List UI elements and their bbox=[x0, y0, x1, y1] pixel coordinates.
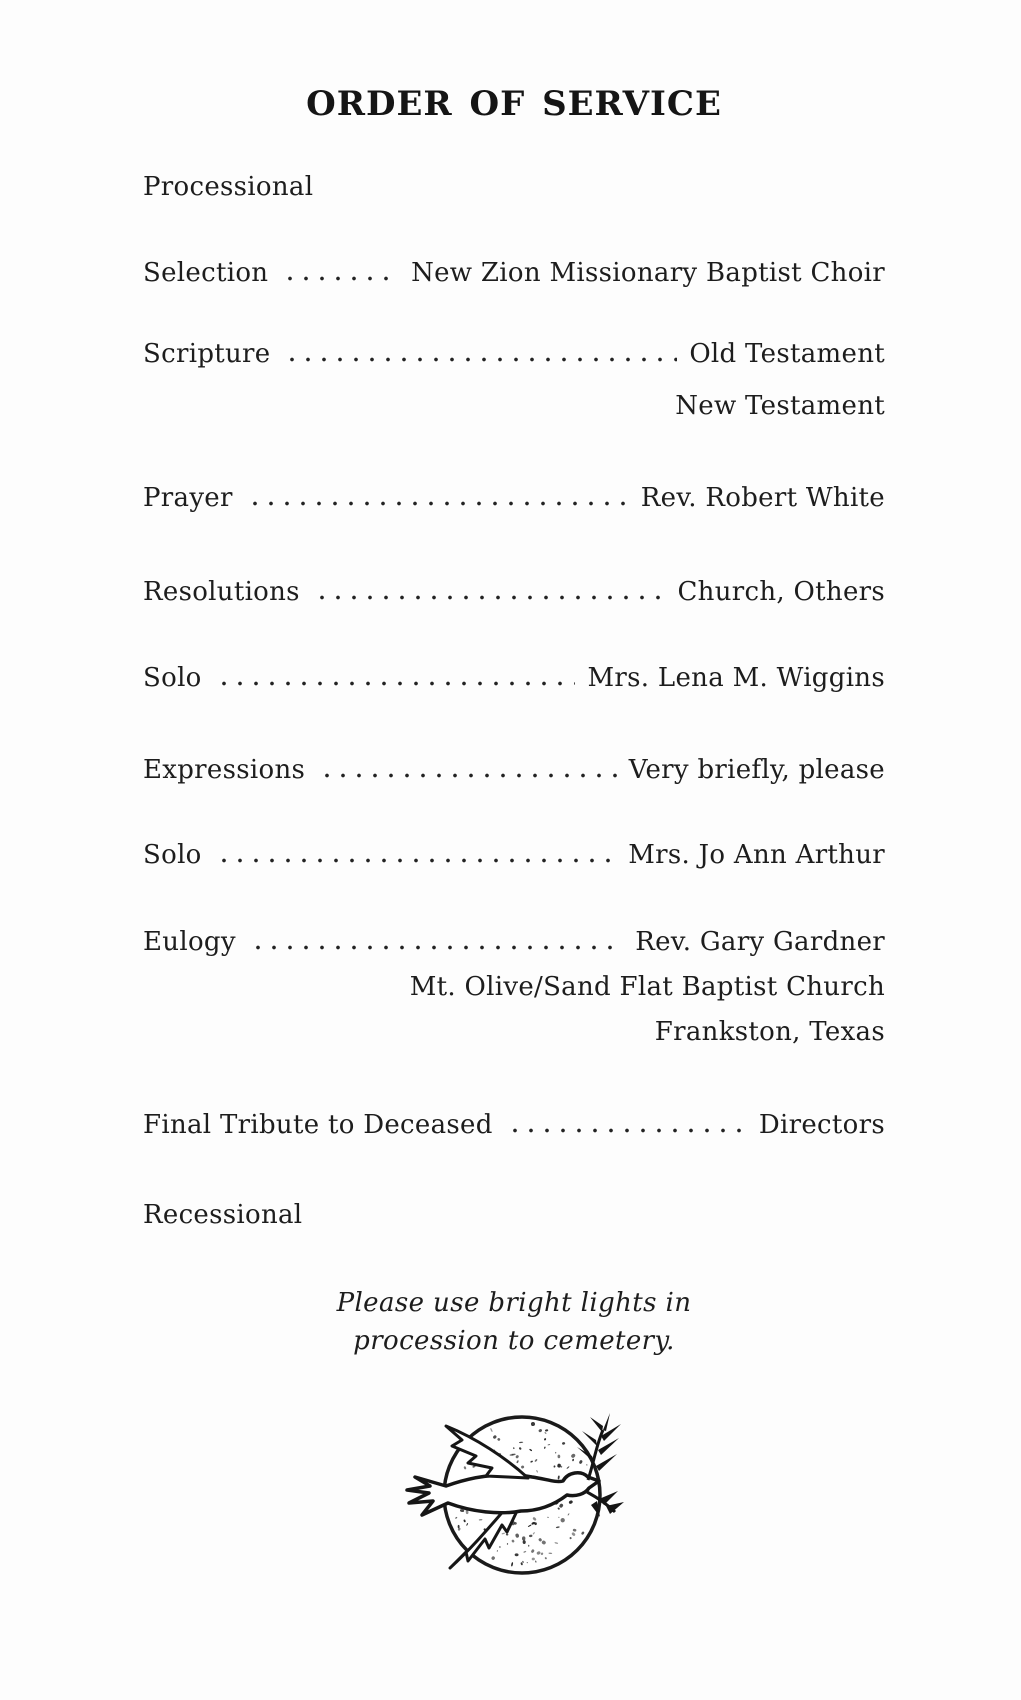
note-line: Please use bright lights in bbox=[336, 1288, 692, 1318]
dot-leader bbox=[319, 773, 617, 778]
service-label: Solo bbox=[143, 663, 202, 693]
page-title: ORDER OF SERVICE bbox=[306, 84, 722, 124]
dove-olive-branch-icon bbox=[402, 1400, 637, 1590]
service-value: Very briefly, please bbox=[628, 755, 885, 785]
dot-leader bbox=[247, 501, 629, 506]
service-value: New Zion Missionary Baptist Choir bbox=[411, 258, 885, 288]
service-value: Rev. Robert White bbox=[640, 483, 885, 513]
service-value: Mrs. Jo Ann Arthur bbox=[628, 840, 885, 870]
service-label: Selection bbox=[143, 258, 269, 288]
service-label: Recessional bbox=[143, 1200, 303, 1230]
service-label: Prayer bbox=[143, 483, 233, 513]
service-item-recessional bbox=[143, 1200, 885, 1230]
service-label: Scripture bbox=[143, 339, 271, 369]
service-value: Directors bbox=[758, 1110, 885, 1140]
dot-leader bbox=[216, 858, 617, 863]
service-item-final-tribute bbox=[143, 1110, 885, 1140]
service-item-expressions bbox=[143, 755, 885, 785]
service-item-scripture bbox=[143, 339, 885, 421]
dove-logo bbox=[402, 1400, 637, 1590]
service-item-processional bbox=[143, 172, 885, 202]
service-value-subline: Mt. Olive/Sand Flat Baptist Church bbox=[409, 972, 885, 1002]
service-label: Processional bbox=[143, 172, 314, 202]
service-value-subline: Frankston, Texas bbox=[654, 1017, 885, 1047]
bright-lights-note bbox=[143, 1284, 885, 1360]
service-value: Old Testament bbox=[689, 339, 885, 369]
service-item-solo-2 bbox=[143, 840, 885, 870]
service-item-selection bbox=[143, 258, 885, 288]
dot-leader bbox=[284, 357, 677, 362]
dot-leader bbox=[314, 595, 666, 600]
service-value: Mrs. Lena M. Wiggins bbox=[587, 663, 885, 693]
dot-leader bbox=[250, 945, 623, 950]
note-line: procession to cemetery. bbox=[353, 1326, 675, 1356]
dot-leader bbox=[282, 276, 399, 281]
service-label: Solo bbox=[143, 840, 202, 870]
service-label: Expressions bbox=[143, 755, 306, 785]
service-label: Final Tribute to Deceased bbox=[143, 1110, 493, 1140]
service-label: Eulogy bbox=[143, 927, 236, 957]
dot-leader bbox=[216, 681, 576, 686]
service-value: Rev. Gary Gardner bbox=[635, 927, 885, 957]
service-label: Resolutions bbox=[143, 577, 300, 607]
service-item-eulogy bbox=[143, 927, 885, 1047]
service-item-prayer bbox=[143, 483, 885, 513]
service-item-resolutions bbox=[143, 577, 885, 607]
dot-leader bbox=[507, 1128, 747, 1133]
service-value-subline: New Testament bbox=[675, 391, 885, 421]
service-item-solo-1 bbox=[143, 663, 885, 693]
service-value: Church, Others bbox=[677, 577, 885, 607]
